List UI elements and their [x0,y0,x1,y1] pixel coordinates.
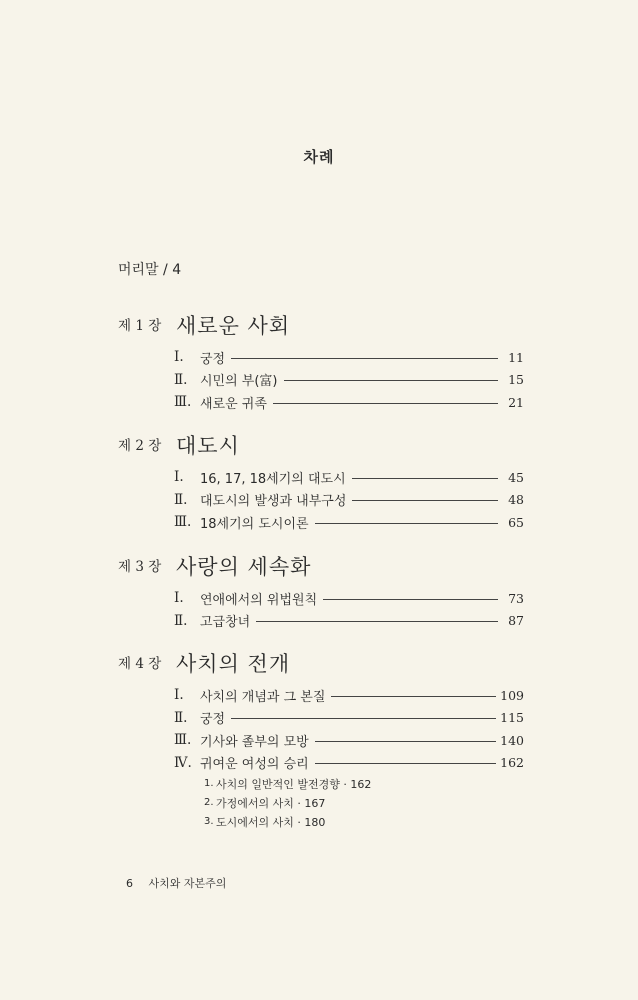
entry-title: 새로운 귀족 [200,396,267,412]
roman-numeral: Ⅰ. [174,469,184,486]
entry-title: 고급창녀 [200,615,251,631]
entry-page: 65 [508,514,524,530]
leader-line [231,718,496,719]
entry-page: 109 [500,687,524,703]
chapter-2 [118,426,528,534]
entry-page: 15 [508,372,524,388]
toc-entry [174,752,524,775]
leader-line [352,500,498,501]
leader-line [231,358,498,359]
entry-title: 16, 17, 18세기의 대도시 [200,471,346,487]
chapter-title: 사랑의 세속화 [176,555,312,579]
entry-page: 45 [508,469,524,485]
chapter-heading [118,426,528,460]
sub-entry-number: 3. [204,816,214,827]
roman-numeral: Ⅰ. [174,349,184,366]
entry-page: 73 [508,590,524,606]
footer-page-number: 6 [126,877,133,890]
leader-line [315,763,496,764]
entry-title: 사치의 개념과 그 본질 [200,689,326,705]
roman-numeral: Ⅲ. [174,394,192,411]
toc-entry [174,610,524,633]
toc-entry [174,511,524,534]
entry-title: 대도시의 발생과 내부구성 [200,494,347,510]
toc-entry [174,466,524,489]
page-title: 차례 [303,148,335,166]
entry-title: 기사와 졸부의 모방 [200,734,309,750]
leader-line [315,523,498,524]
roman-numeral: Ⅱ. [174,709,188,726]
toc-entry [174,369,524,392]
entry-page: 11 [508,349,524,365]
chapter-title: 대도시 [176,434,240,458]
leader-line [284,380,498,381]
chapter-number: 제 3 장 [118,559,162,575]
sub-entry [204,812,528,831]
entry-page: 87 [508,613,524,629]
roman-numeral: Ⅲ. [174,732,192,749]
leader-line [331,696,496,697]
sub-entry-text: 도시에서의 사치 · 180 [216,815,326,829]
chapter-number: 제 1 장 [118,318,162,334]
roman-numeral: Ⅱ. [174,612,188,629]
entry-title: 18세기의 도시이론 [200,516,309,532]
leader-line [315,741,496,742]
roman-numeral: Ⅰ. [174,687,184,704]
chapter-title: 사치의 전개 [176,652,291,676]
entry-page: 48 [508,492,524,508]
toc-entry [174,346,524,369]
chapter-number: 제 4 장 [118,656,162,672]
entry-page: 140 [500,732,524,748]
entry-title: 귀여운 여성의 승리 [200,757,309,773]
chapter-3 [118,547,528,632]
entry-title: 궁정 [200,351,226,367]
roman-numeral: Ⅳ. [174,754,192,771]
toc-entry [174,707,524,730]
leader-line [256,621,498,622]
toc-entry [174,391,524,414]
toc-entry [174,729,524,752]
leader-line [273,403,498,404]
sub-entry-number: 2. [204,797,214,808]
roman-numeral: Ⅰ. [174,590,184,607]
chapter-heading [118,644,528,678]
sub-entry-text: 가정에서의 사치 · 167 [216,796,326,810]
roman-numeral: Ⅱ. [174,491,188,508]
chapter-1 [118,306,528,414]
toc-entry [174,489,524,512]
page-footer [126,875,226,891]
footer-book-title: 사치와 자본주의 [148,877,227,890]
entry-page: 115 [500,710,524,726]
entry-page: 162 [500,755,524,771]
entry-page: 21 [508,394,524,410]
sub-entry [204,793,528,812]
leader-line [323,599,498,600]
chapter-heading [118,547,528,581]
toc-entry [174,684,524,707]
entry-title: 궁정 [200,712,226,728]
roman-numeral: Ⅲ. [174,514,192,531]
sub-entry-number: 1. [204,778,214,789]
entry-title: 시민의 부(富) [200,374,278,390]
leader-line [352,478,498,479]
chapter-heading [118,306,528,340]
chapter-4 [118,644,528,831]
roman-numeral: Ⅱ. [174,371,188,388]
toc-entry [174,587,524,610]
entry-title: 연애에서의 위법원칙 [200,592,318,608]
preface-entry: 머리말 / 4 [118,262,182,278]
chapter-title: 새로운 사회 [176,314,291,338]
chapter-number: 제 2 장 [118,438,162,454]
sub-entry [204,774,528,793]
sub-entry-text: 사치의 일반적인 발전경향 · 162 [216,777,372,791]
